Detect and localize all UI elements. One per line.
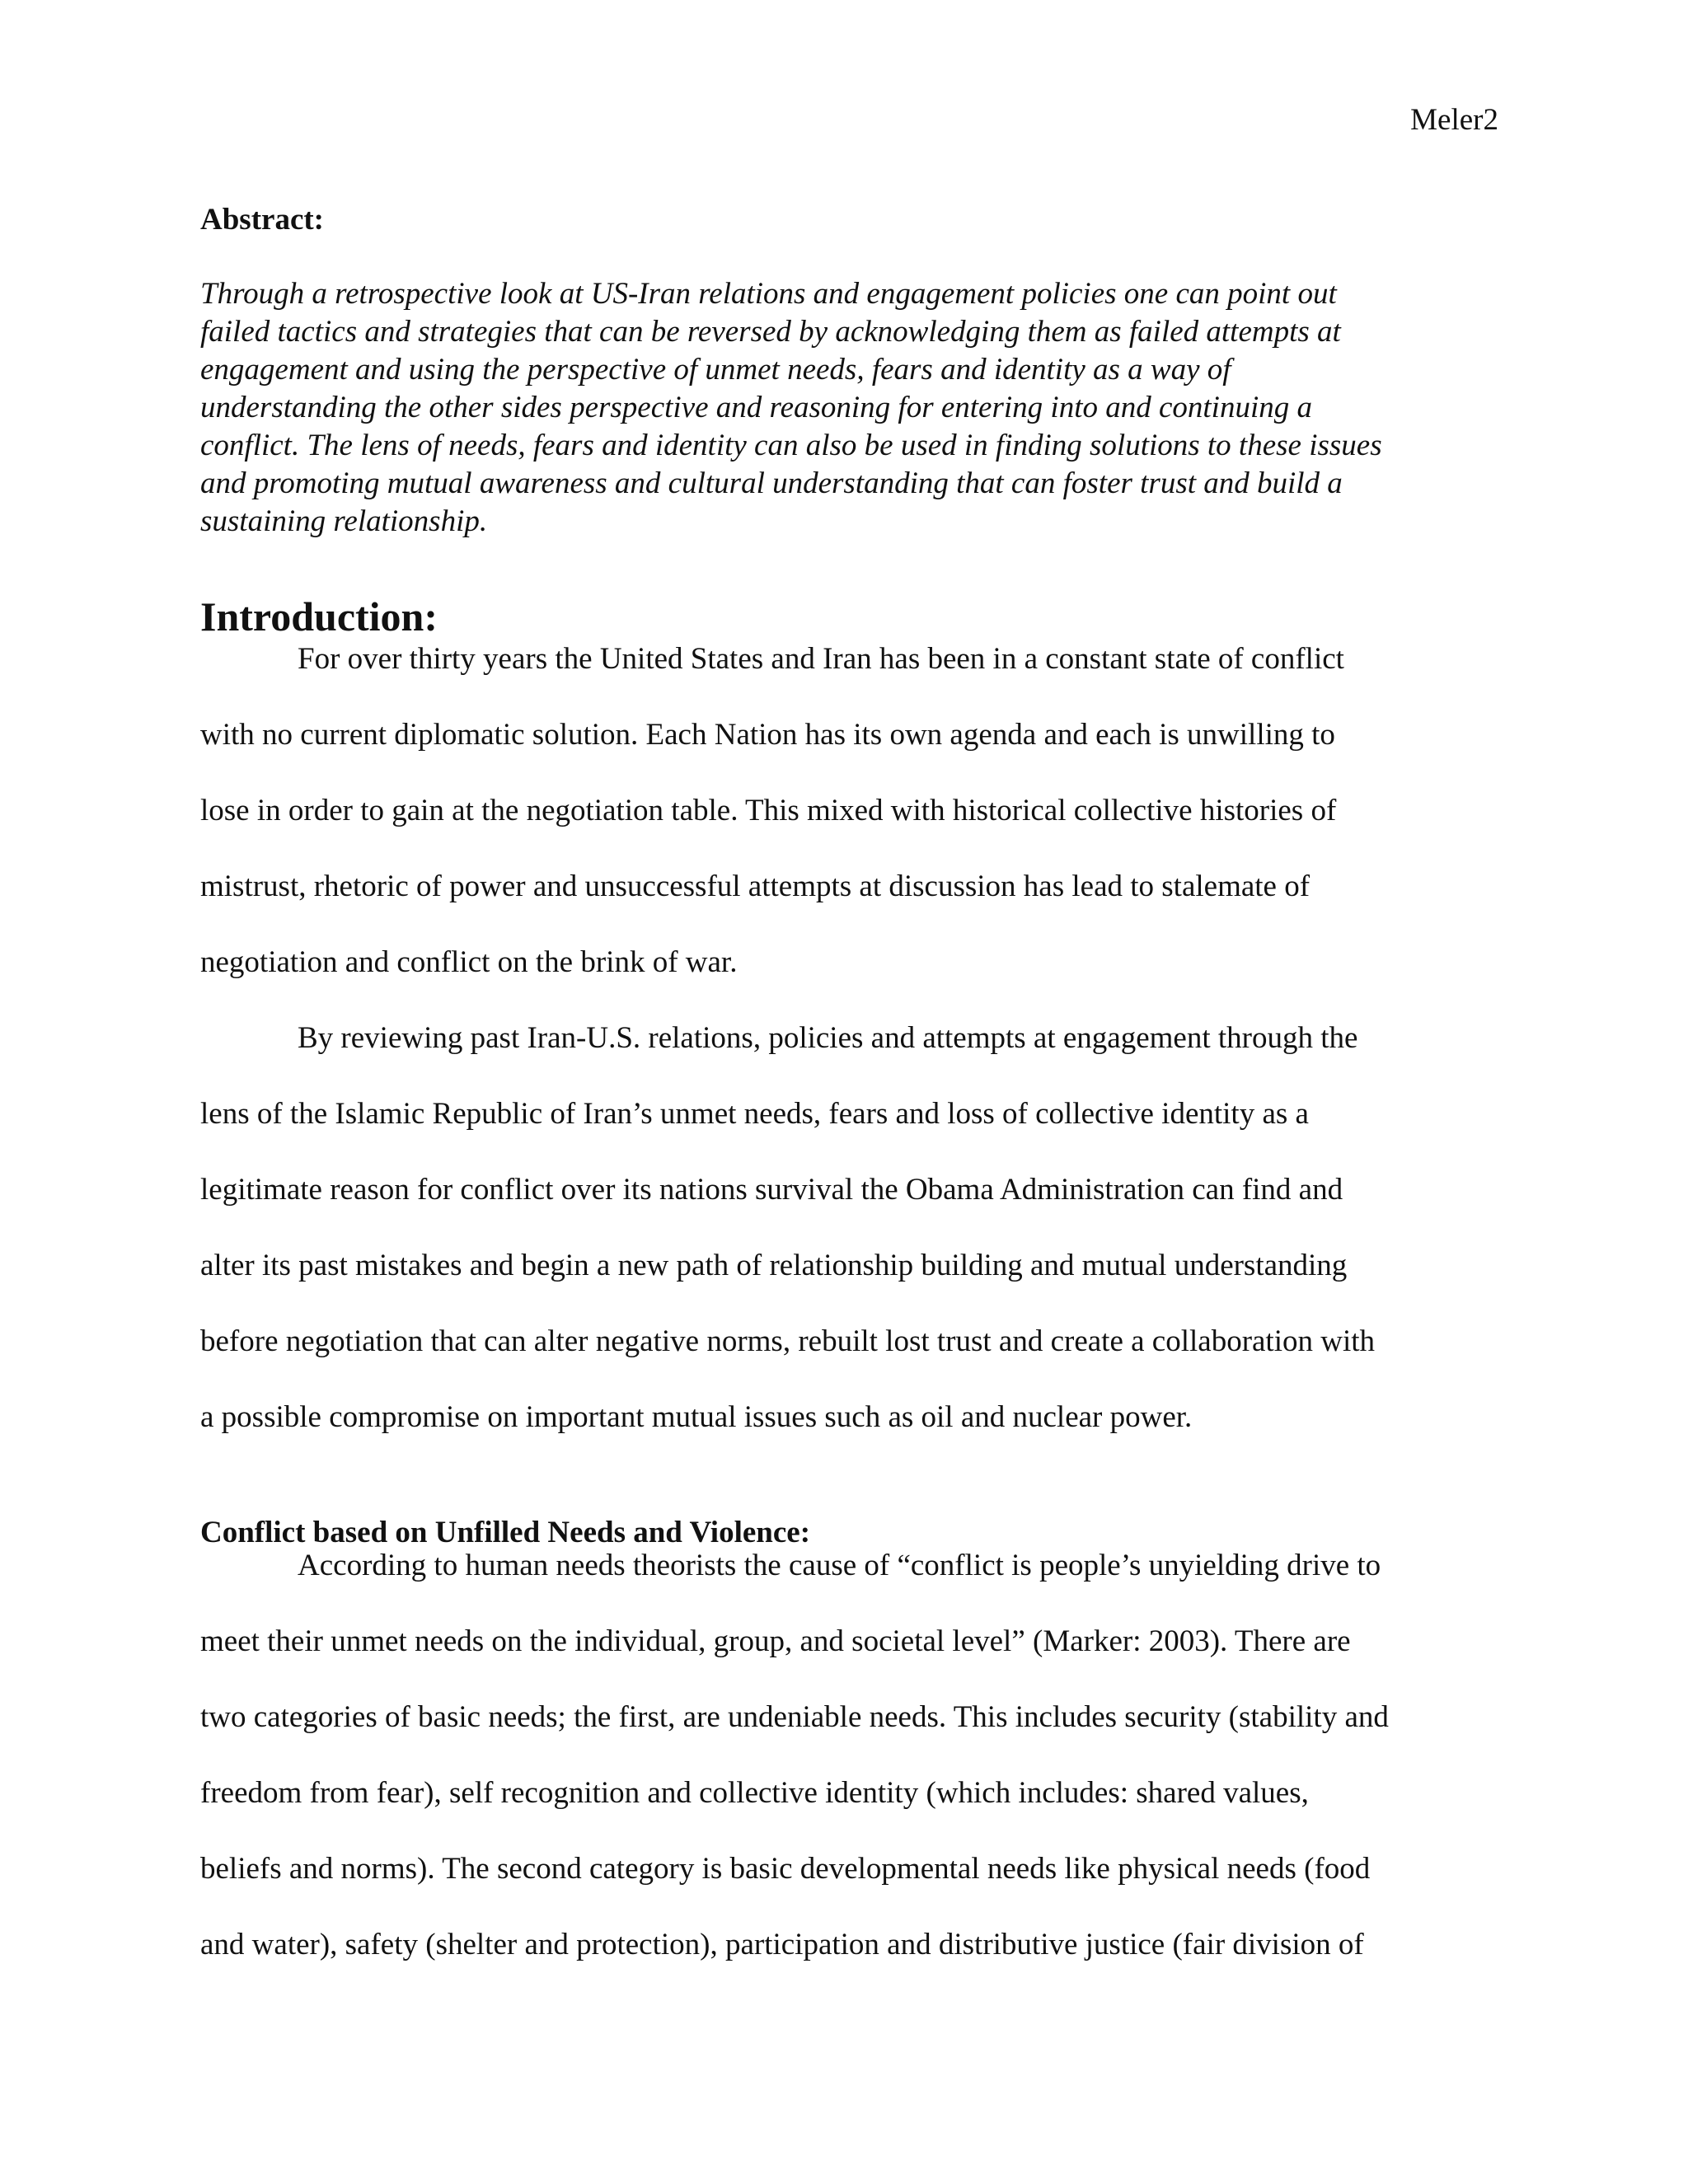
body-line: beliefs and norms). The second category is basic developmental needs like physical needs (food	[200, 1852, 1371, 1886]
body-line: lose in order to gain at the negotiation table. This mixed with historical collective histories of	[200, 794, 1337, 827]
abstract-line: sustaining relationship.	[200, 504, 488, 538]
body-line: For over thirty years the United States and Iran has been in a constant state of conflict	[298, 642, 1344, 676]
abstract-line: conflict. The lens of needs, fears and identity can also be used in finding solutions to these issues	[200, 429, 1382, 462]
introduction-body	[200, 640, 1519, 1474]
abstract-line: failed tactics and strategies that can be reversed by acknowledging them as failed attempts at	[200, 315, 1341, 349]
conflict-section-body	[200, 1546, 1519, 2001]
body-line: a possible compromise on important mutual issues such as oil and nuclear power.	[200, 1400, 1193, 1434]
conflict-section-heading: Conflict based on Unfilled Needs and Violence:	[200, 1516, 811, 1549]
abstract-paragraph	[200, 275, 1519, 541]
abstract-line: Through a retrospective look at US-Iran relations and engagement policies one can point out	[200, 277, 1337, 311]
body-line: According to human needs theorists the cause of “conflict is people’s unyielding drive to	[298, 1549, 1381, 1582]
body-line: freedom from fear), self recognition and collective identity (which includes: shared values,	[200, 1776, 1309, 1810]
running-head: Meler2	[1410, 103, 1498, 137]
body-line: mistrust, rhetoric of power and unsuccessful attempts at discussion has lead to stalemate of	[200, 869, 1311, 903]
body-line: before negotiation that can alter negative norms, rebuilt lost trust and create a collaboration with	[200, 1324, 1376, 1358]
body-line: two categories of basic needs; the first, are undeniable needs. This includes security (stability and	[200, 1700, 1389, 1734]
body-line: lens of the Islamic Republic of Iran’s unmet needs, fears and loss of collective identity as a	[200, 1097, 1309, 1131]
abstract-line: and promoting mutual awareness and cultural understanding that can foster trust and build a	[200, 466, 1343, 500]
body-line: and water), safety (shelter and protection), participation and distributive justice (fair division of	[200, 1928, 1364, 1961]
body-line: By reviewing past Iran-U.S. relations, policies and attempts at engagement through the	[298, 1021, 1358, 1055]
body-line: negotiation and conflict on the brink of war.	[200, 945, 738, 979]
introduction-heading: Introduction:	[200, 593, 438, 640]
abstract-line: engagement and using the perspective of unmet needs, fears and identity as a way of	[200, 353, 1231, 387]
body-line: alter its past mistakes and begin a new path of relationship building and mutual understanding	[200, 1249, 1348, 1282]
abstract-line: understanding the other sides perspective and reasoning for entering into and continuing a	[200, 391, 1312, 424]
body-line: with no current diplomatic solution. Each Nation has its own agenda and each is unwilling to	[200, 718, 1335, 752]
body-line: meet their unmet needs on the individual, group, and societal level” (Marker: 2003). There are	[200, 1624, 1351, 1658]
abstract-heading: Abstract:	[200, 203, 325, 237]
body-line: legitimate reason for conflict over its nations survival the Obama Administration can find and	[200, 1173, 1343, 1207]
